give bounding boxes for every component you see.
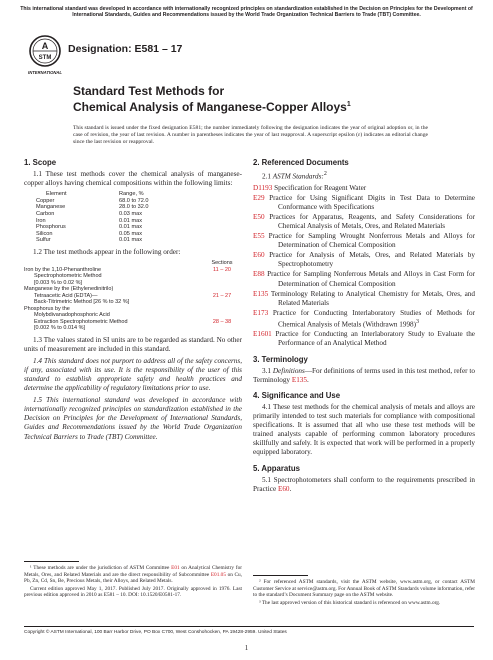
- reference-link[interactable]: E88: [253, 270, 265, 279]
- composition-col-element: Element: [46, 191, 67, 198]
- ref-intro-sup: 2: [323, 171, 327, 178]
- subcommittee-link[interactable]: E01.05: [210, 571, 226, 578]
- footnotes-left: [24, 565, 242, 600]
- section-link[interactable]: 11 – 20: [213, 266, 231, 273]
- list-item: [253, 330, 475, 348]
- right-column: [253, 158, 475, 497]
- footnote-text: ¹ These methods are under the jurisdiction of ASTM Committee: [30, 565, 172, 571]
- table-row: [24, 231, 214, 238]
- reference-title: Practice for Conducting an Interlaboratory Study to Evaluate the Performance of an Analytical Method: [275, 330, 476, 348]
- reference-title: Practice for Sampling Wrought Nonferrous Metals and Alloys for Determination of Chemical Composition: [268, 232, 475, 250]
- title-line-1: Standard Test Methods for: [73, 84, 225, 98]
- table-row: [24, 237, 214, 244]
- range-cell: 0.01 max: [119, 224, 143, 231]
- section-label: Manganese by the (Ethylenedinitrilo): [24, 286, 114, 293]
- scope-para-1-4: 1.4 This standard does not purport to address all of the safety concerns, if any, associated with its use. It is the responsibility of the user of this standard to establish appropriate safety and health practices and determine the applicability of regulatory limitations prior to use.: [24, 356, 242, 393]
- method-sections-list: [24, 260, 242, 332]
- table-row: [24, 224, 214, 231]
- range-cell: 0.05 max: [119, 230, 143, 237]
- footnote-divider-left: [24, 561, 79, 562]
- element-cell: Silicon: [36, 230, 53, 237]
- table-row: [24, 204, 214, 211]
- svg-text:INTERNATIONAL: INTERNATIONAL: [28, 70, 62, 75]
- terminology-end: .: [307, 375, 309, 384]
- section-label: Extraction Spectrophotometric Method: [34, 318, 128, 325]
- reference-title: Practice for Sampling Nonferrous Metals and Alloys in Cast Form for Determination of Chemical Composition: [267, 270, 475, 288]
- range-cell: 0.01 max: [119, 237, 143, 244]
- reference-link[interactable]: E29: [253, 193, 265, 202]
- range-cell: 68.0 to 72.0: [119, 197, 149, 204]
- committee-link[interactable]: E01: [171, 565, 180, 571]
- footnotes-right: [253, 579, 475, 607]
- section-label: Molybdivanadophosphoric Acid: [34, 312, 110, 319]
- left-column: [24, 158, 242, 445]
- scope-para-1-1: 1.1 These test methods cover the chemical analysis of manganese-copper alloys having chemical compositions within the following limits:: [24, 170, 242, 188]
- significance-heading: 4. Significance and Use: [253, 390, 341, 400]
- ref-intro-text: ASTM Standards:: [272, 172, 324, 181]
- edition-note: Current edition approved May 1, 2017. Published July 2017. Originally approved in 1976. Last previous edition approved in 2010 as E581 – 10. DOI: 10.1520/E0581-17.: [24, 585, 242, 598]
- element-cell: Copper: [36, 197, 55, 204]
- issuance-statement: This standard is issued under the fixed designation E581; the number immediately following the designation indicates the year of original adoption or, in the case of revision, the year of last revision. A number in parentheses indicates the year of last reapproval. A superscript epsilon (ε) indicates an editorial change since the last revision or reapproval.: [73, 125, 428, 146]
- composition-col-range: Range, %: [119, 191, 144, 198]
- composition-table: [24, 191, 214, 244]
- terminology-term: Definitions: [272, 366, 305, 375]
- footnote-text: on Analytical Chemistry for Metals, Ores, and Related Materials and are the direct responsibility of Subcommittee: [24, 565, 242, 578]
- list-item: [253, 213, 475, 231]
- apparatus-end: .: [289, 484, 292, 493]
- reference-title: Specification for Reagent Water: [274, 183, 367, 192]
- section-link[interactable]: 28 – 38: [212, 318, 232, 325]
- title-footnote-mark: 1: [346, 101, 351, 108]
- reference-link[interactable]: E50: [253, 212, 265, 221]
- reference-list: [253, 184, 475, 349]
- svg-text:STM: STM: [38, 55, 52, 61]
- terminology-heading: 3. Terminology: [253, 354, 308, 364]
- element-cell: Manganese: [36, 204, 66, 211]
- section-label: Spectrophotometric Method: [34, 273, 102, 280]
- list-item: [253, 184, 475, 193]
- significance-para: 4.1 These test methods for the chemical analysis of metals and alloys are primarily intended to test such materials for compliance with compositional specifications. It is assumed that all who use these test methods will be trained analysts capable of performing common laboratory procedures skillfully and safely. It is expected that work will be performed in a properly equipped laboratory.: [253, 402, 475, 457]
- table-row: [24, 211, 214, 218]
- international-standard-notice: This international standard was developed in accordance with internationally recognized principles on standardization established in the Decision on Principles for the Development of International Standards, Guides and Recommendations issued by the World Trade Organization Technical Barriers to Trade (TBT) Committee.: [20, 6, 473, 19]
- sections-header: Sections: [211, 260, 233, 267]
- terminology-para: [253, 367, 475, 385]
- list-item: [253, 309, 475, 330]
- copyright-notice: Copyright © ASTM International, 100 Barr Harbor Drive, PO Box C700, West Conshohocken, PA 19428-2959. United States: [24, 626, 474, 635]
- reference-link[interactable]: D1193: [253, 183, 273, 192]
- title-line-2: [73, 98, 453, 114]
- footnote-2: ² For referenced ASTM standards, visit the ASTM website, www.astm.org, or contact ASTM Customer Service at service@astm.org. For Annual Book of ASTM Standards volume information, refer to the standard’s Document Summary page on the ASTM website.: [253, 579, 475, 598]
- reference-title: Terminology Relating to Analytical Chemistry for Metals, Ores, and Related Materials: [270, 289, 475, 307]
- scope-para-1-2: 1.2 The test methods appear in the following order:: [33, 248, 181, 257]
- reference-title: Practice for Conducting Interlaboratory Studies of Methods for Chemical Analysis of Metals (Withdrawn 1998): [272, 308, 475, 329]
- astm-standards-intro: [253, 170, 475, 181]
- terminology-link[interactable]: E135: [291, 375, 307, 384]
- section-link[interactable]: 21 – 27: [212, 292, 232, 299]
- section-label: [0.002 % to 0.014 %]: [34, 325, 86, 332]
- range-cell: 28.0 to 32.0: [119, 204, 149, 211]
- list-item: [253, 251, 475, 269]
- apparatus-link[interactable]: E60: [277, 484, 290, 493]
- element-cell: Sulfur: [36, 237, 51, 244]
- range-cell: 0.03 max: [119, 211, 143, 218]
- footnote-divider-right: [253, 575, 308, 576]
- apparatus-para: [253, 476, 475, 494]
- range-cell: 0.01 max: [119, 217, 143, 224]
- apparatus-text: 5.1 Spectrophotometers shall conform to the requirements prescribed in Practice: [253, 475, 475, 493]
- reference-title: Practice for Analysis of Metals, Ores, and Related Materials by Spectrophotometry: [269, 251, 475, 269]
- apparatus-heading: 5. Apparatus: [253, 463, 300, 473]
- reference-link[interactable]: E135: [253, 289, 269, 298]
- footnote-1: [24, 565, 242, 585]
- designation: Designation: E581 – 17: [68, 43, 183, 55]
- astm-logo: [28, 34, 62, 78]
- element-cell: Phosphorus: [36, 224, 66, 231]
- section-label: Back-Titrimetric Method [26 % to 32 %]: [34, 299, 130, 306]
- reference-link[interactable]: E55: [253, 232, 265, 241]
- section-label: [0.003 % to 0.02 %]: [34, 279, 83, 286]
- list-item: [253, 270, 475, 288]
- document-title: [73, 84, 453, 114]
- title-main: Chemical Analysis of Manganese-Copper Alloys: [73, 100, 347, 114]
- section-label: Iron by the 1,10-Phenanthroline: [24, 266, 102, 273]
- scope-para-1-3: 1.3 The values stated in SI units are to be regarded as standard. No other units of measurement are included in this standard.: [24, 335, 242, 353]
- footnote-3: ³ The last approved version of this historical standard is referenced on www.astm.org.: [259, 599, 441, 606]
- list-item: [253, 232, 475, 250]
- ref-intro-num: 2.1: [262, 172, 271, 181]
- scope-heading: 1. Scope: [24, 158, 57, 167]
- reference-title: Practice for Using Significant Digits in Test Data to Determine Conformance with Specifications: [269, 193, 475, 211]
- reference-link[interactable]: E60: [253, 251, 265, 260]
- terminology-lead: 3.1: [262, 366, 273, 375]
- element-cell: Carbon: [36, 211, 55, 218]
- reference-link[interactable]: E173: [253, 308, 269, 317]
- page-number: 1: [244, 644, 249, 652]
- referenced-documents-heading: 2. Referenced Documents: [253, 158, 349, 167]
- list-item: [253, 194, 475, 212]
- table-row: [24, 218, 214, 225]
- svg-text:A: A: [41, 41, 49, 51]
- terminology-text: —For definitions of terms used in this test method, refer to Terminology: [253, 366, 476, 384]
- astm-logo-icon: [28, 34, 62, 78]
- scope-para-1-5: 1.5 This international standard was developed in accordance with internationally recognized principles on standardization established in the Decision on Principles for the Development of International Standards, Guides and Recommendations issued by the World Trade Organization Technical Barriers to Trade (TBT) Committee.: [24, 396, 242, 441]
- list-item: [253, 290, 475, 308]
- reference-link[interactable]: E1601: [253, 330, 272, 339]
- table-row: [24, 198, 214, 205]
- reference-footnote-mark: 3: [416, 318, 420, 325]
- section-label: Tetraacetic Acid (EDTA)—: [34, 292, 98, 299]
- reference-title: Practices for Apparatus, Reagents, and Safety Considerations for Chemical Analysis of Metals, Ores, and Related Materials: [269, 212, 476, 230]
- section-label: Phosphorus by the: [24, 305, 70, 312]
- footnote-text: on Cu, Pb, Zn, Cd, Sn, Be, Precious Metals, their Alloys, and Related Metals.: [24, 571, 243, 584]
- element-cell: Iron: [36, 217, 46, 224]
